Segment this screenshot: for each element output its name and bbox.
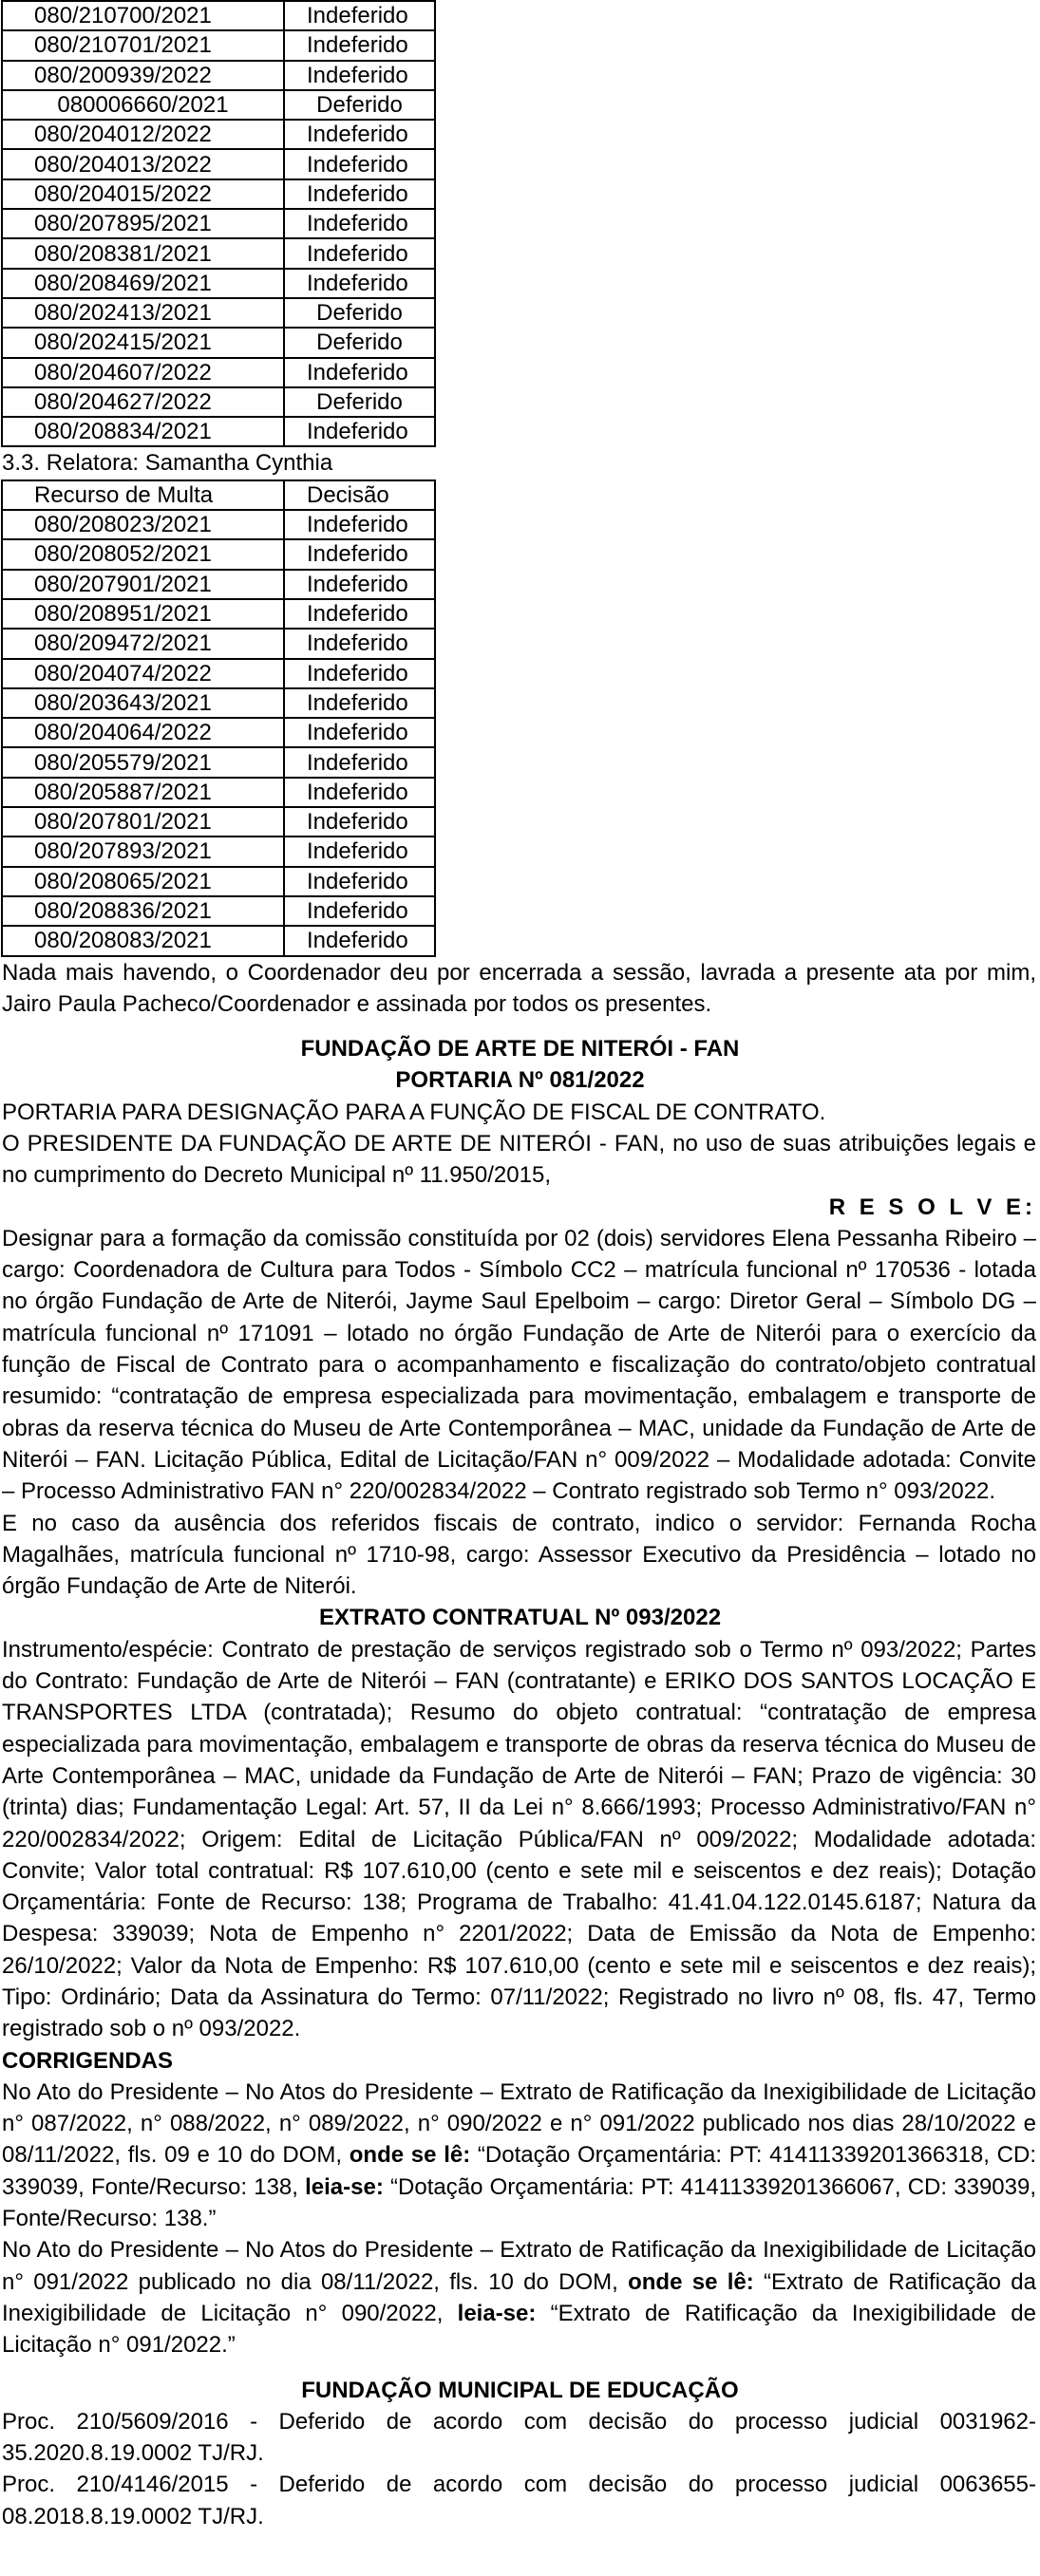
decision: Indeferido — [284, 599, 435, 629]
table-row — [2, 120, 435, 149]
decision: Indeferido — [284, 629, 435, 658]
process-number: 080/204607/2022 — [2, 358, 284, 387]
table-row — [2, 896, 435, 926]
table-row — [2, 90, 435, 120]
decision: Deferido — [284, 328, 435, 357]
table-header-row — [2, 480, 435, 510]
decision: Indeferido — [284, 718, 435, 747]
process-number: 080/205887/2021 — [2, 778, 284, 807]
corrigenda-1-leia: leia-se: — [305, 2173, 384, 2200]
table-row — [2, 570, 435, 599]
table-row — [2, 747, 435, 777]
process-number: 080/204074/2022 — [2, 659, 284, 688]
table-row — [2, 209, 435, 238]
decision: Indeferido — [284, 179, 435, 209]
table-row — [2, 30, 435, 60]
table-row — [2, 1, 435, 30]
process-number: 080/208023/2021 — [2, 510, 284, 539]
corrigenda-2-post: “Extrato de Ratificação da Inexigibilidade de Licitação n° 091/2022.” — [2, 2300, 1036, 2359]
decision: Indeferido — [284, 269, 435, 298]
table-row — [2, 837, 435, 866]
decision: Indeferido — [284, 926, 435, 955]
decision: Deferido — [284, 90, 435, 120]
process-number: 080/208836/2021 — [2, 896, 284, 926]
resolve-label: R E S O L V E: — [828, 1194, 1036, 1220]
table-row — [2, 599, 435, 629]
extrato-body: Instrumento/espécie: Contrato de prestação de serviços registrado sob o Termo nº 093/2022; Partes do Contrato: Fundação de Arte de Niterói – FAN (contratante) e ERIKO DOS SANTOS LOCAÇÃO E TRANSPORTES LTDA (contratada); Resumo do objeto contratual: “contratação de empresa especializada para movimentação, embalagem e transporte de obras da reserva técnica do Museu de Arte Contemporânea – MAC, unidade da Fundação de Arte de Niterói – FAN; Prazo de vigência: 30 (trinta) dias; Fundamentação Legal: Art. 57, II da Lei n° 8.666/1993; Processo Administrativo/FAN n° 220/002834/2022; Origem: Edital de Licitação Pública/FAN nº 009/2022; Modalidade adotada: Convite; Valor total contratual: R$ 107.610,00 (cento e sete mil e seiscentos e dez reais); Dotação Orçamentária: Fonte de Recurso: 138; Programa de Trabalho: 41.41.04.122.0145.6187; Natura da Despesa: 339039; Nota de Empenho n° 2201/2022; Data de Emissão da Nota de Empenho: 26/10/2022; Valor da Nota de Empenho: R$ 107.610,00 (cento e sete mil e seiscentos e dez reais); Tipo: Ordinário; Data da Assinatura do Termo: 07/11/2022; Registrado no livro nº 08, fls. 47, Termo registrado sob o nº 093/2022. — [2, 1636, 1036, 2042]
corrigendas-title: CORRIGENDAS — [2, 2047, 174, 2074]
decision: Indeferido — [284, 807, 435, 837]
process-number: 080/209472/2021 — [2, 629, 284, 658]
decision: Indeferido — [284, 149, 435, 179]
process-number: 080/210701/2021 — [2, 30, 284, 60]
decision: Indeferido — [284, 238, 435, 268]
decision: Indeferido — [284, 747, 435, 777]
decision: Indeferido — [284, 867, 435, 896]
corrigenda-1-post: “Dotação Orçamentária: PT: 41411339201366067, CD: 339039, Fonte/Recurso: 138.” — [2, 2173, 1036, 2232]
process-number: 080/204013/2022 — [2, 149, 284, 179]
corrigenda-1-onde: onde se lê: — [349, 2142, 471, 2169]
table-row — [2, 149, 435, 179]
table-row — [2, 179, 435, 209]
decision: Indeferido — [284, 120, 435, 149]
process-number: 080/208052/2021 — [2, 539, 284, 569]
process-number: 080/200939/2022 — [2, 61, 284, 90]
decision: Indeferido — [284, 896, 435, 926]
relatora-line: 3.3. Relatora: Samantha Cynthia — [2, 450, 333, 477]
decision: Indeferido — [284, 688, 435, 718]
fme-proc-1: Proc. 210/5609/2016 - Deferido de acordo com decisão do processo judicial 0031962-35.2020.8.19.0002 TJ/RJ. — [2, 2408, 1036, 2467]
table-row — [2, 269, 435, 298]
process-number: 080/208834/2021 — [2, 417, 284, 446]
table-row — [2, 629, 435, 658]
table-row — [2, 926, 435, 955]
portaria-title: PORTARIA Nº 081/2022 — [395, 1067, 645, 1094]
decision: Indeferido — [284, 659, 435, 688]
process-number: 080/203643/2021 — [2, 688, 284, 718]
decision: Indeferido — [284, 539, 435, 569]
decision: Deferido — [284, 298, 435, 328]
process-number: 080/204012/2022 — [2, 120, 284, 149]
portaria-body-1: Designar para a formação da comissão constituída por 02 (dois) servidores Elena Pessanha Ribeiro – cargo: Coordenadora de Cultura para Todos - Símbolo CC2 – matrícula funcional nº 170536 - lotada no órgão Fundação de Arte de Niterói, Jayme Saul Epelboim – cargo: Diretor Geral – Símbolo DG – matrícula funcional nº 171091 – lotado no órgão Fundação de Arte de Niterói para o exercício da função de Fiscal de Contrato para o acompanhamento e fiscalização do contrato/objeto contratual resumido: “contratação de empresa especializada para movimentação, embalagem e transporte de obras da reserva técnica do Museu de Arte Contemporânea – MAC, unidade da Fundação de Arte de Niterói – FAN. Licitação Pública, Edital de Licitação/FAN n° 009/2022 – Modalidade adotada: Convite – Processo Administrativo FAN n° 220/002834/2022 – Contrato registrado sob Termo n° 093/2022. — [2, 1225, 1036, 1505]
fme-heading: FUNDAÇÃO MUNICIPAL DE EDUCAÇÃO — [301, 2377, 739, 2403]
process-number: 080/202415/2021 — [2, 328, 284, 357]
process-number: 080/208469/2021 — [2, 269, 284, 298]
corrigenda-1-mid: “Dotação Orçamentária: PT: 41411339201366318, CD: 339039, Fonte/Recurso: 138, — [2, 2142, 1036, 2200]
header-decisao: Decisão — [284, 480, 435, 510]
process-number: 080/207895/2021 — [2, 209, 284, 238]
recurso-table-2 — [1, 479, 436, 957]
corrigenda-2-pre: No Ato do Presidente – No Atos do Presidente – Extrato de Ratificação da Inexigibilidade de Licitação n° 091/2022 publicado no dia 08/11/2022, fls. 10 do DOM, — [2, 2237, 1036, 2295]
process-number: 080/204627/2022 — [2, 387, 284, 417]
decision: Indeferido — [284, 837, 435, 866]
process-number: 080/205579/2021 — [2, 747, 284, 777]
table-row — [2, 718, 435, 747]
table-row — [2, 510, 435, 539]
table-row — [2, 688, 435, 718]
table-row — [2, 867, 435, 896]
table-row — [2, 298, 435, 328]
table-row — [2, 539, 435, 569]
decision: Indeferido — [284, 570, 435, 599]
portaria-body-2: E no caso da ausência dos referidos fiscais de contrato, indico o servidor: Fernanda Rocha Magalhães, matrícula funcional nº 1710-98, cargo: Assessor Executivo da Presidência – lotado no órgão Fundação de Arte de Niterói. — [2, 1510, 1036, 1600]
recurso-table-1 — [1, 0, 436, 447]
portaria-subject: PORTARIA PARA DESIGNAÇÃO PARA A FUNÇÃO DE FISCAL DE CONTRATO. — [2, 1099, 826, 1125]
decision: Indeferido — [284, 778, 435, 807]
corrigenda-2-onde: onde se lê: — [628, 2268, 754, 2295]
decision: Indeferido — [284, 358, 435, 387]
decision: Indeferido — [284, 510, 435, 539]
corrigenda-2-mid: “Extrato de Ratificação da Inexigibilidade de Licitação n° 090/2022, — [2, 2268, 1036, 2326]
process-number: 080/207801/2021 — [2, 807, 284, 837]
process-number: 080/204064/2022 — [2, 718, 284, 747]
process-number: 080/207893/2021 — [2, 837, 284, 866]
corrigenda-2 — [0, 2234, 1040, 2360]
extrato-title: EXTRATO CONTRATUAL Nº 093/2022 — [318, 1605, 722, 1631]
decision: Indeferido — [284, 30, 435, 60]
table-row — [2, 358, 435, 387]
portaria-preamble: O PRESIDENTE DA FUNDAÇÃO DE ARTE DE NITERÓI - FAN, no uso de suas atribuições legais e no cumprimento do Decreto Municipal nº 11.950/2015, — [2, 1130, 1036, 1189]
decision: Indeferido — [284, 209, 435, 238]
closing-paragraph: Nada mais havendo, o Coordenador deu por encerrada a sessão, lavrada a presente ata por mim, Jairo Paula Pacheco/Coordenador e assinada por todos os presentes. — [2, 959, 1036, 1017]
table-row — [2, 778, 435, 807]
corrigenda-1-pre: No Ato do Presidente – No Atos do Presidente – Extrato de Ratificação da Inexigibilidade de Licitação n° 087/2022, n° 088/2022, n° 089/2022, n° 090/2022 e n° 091/2022 publicado nos dias 28/10/2022 e 08/11/2022, fls. 09 e 10 do DOM, — [2, 2078, 1036, 2169]
table-row — [2, 238, 435, 268]
table-row — [2, 328, 435, 357]
process-number: 080/208083/2021 — [2, 926, 284, 955]
corrigenda-2-leia: leia-se: — [457, 2300, 537, 2326]
decision: Indeferido — [284, 1, 435, 30]
process-number: 080/204015/2022 — [2, 179, 284, 209]
decision: Indeferido — [284, 417, 435, 446]
corrigenda-1 — [0, 2077, 1040, 2234]
table-row — [2, 659, 435, 688]
process-number: 080/207901/2021 — [2, 570, 284, 599]
process-number: 080/208381/2021 — [2, 238, 284, 268]
fan-heading: FUNDAÇÃO DE ARTE DE NITERÓI - FAN — [300, 1036, 740, 1062]
table-row — [2, 61, 435, 90]
table-row — [2, 417, 435, 446]
table-row — [2, 387, 435, 417]
fme-proc-2: Proc. 210/4146/2015 - Deferido de acordo com decisão do processo judicial 0063655-08.2018.8.19.0002 TJ/RJ. — [2, 2472, 1036, 2529]
decision: Deferido — [284, 387, 435, 417]
process-number: 080006660/2021 — [2, 90, 284, 120]
process-number: 080/208065/2021 — [2, 867, 284, 896]
header-recurso: Recurso de Multa — [2, 480, 284, 510]
table-row — [2, 807, 435, 837]
process-number: 080/210700/2021 — [2, 1, 284, 30]
decision: Indeferido — [284, 61, 435, 90]
process-number: 080/202413/2021 — [2, 298, 284, 328]
process-number: 080/208951/2021 — [2, 599, 284, 629]
